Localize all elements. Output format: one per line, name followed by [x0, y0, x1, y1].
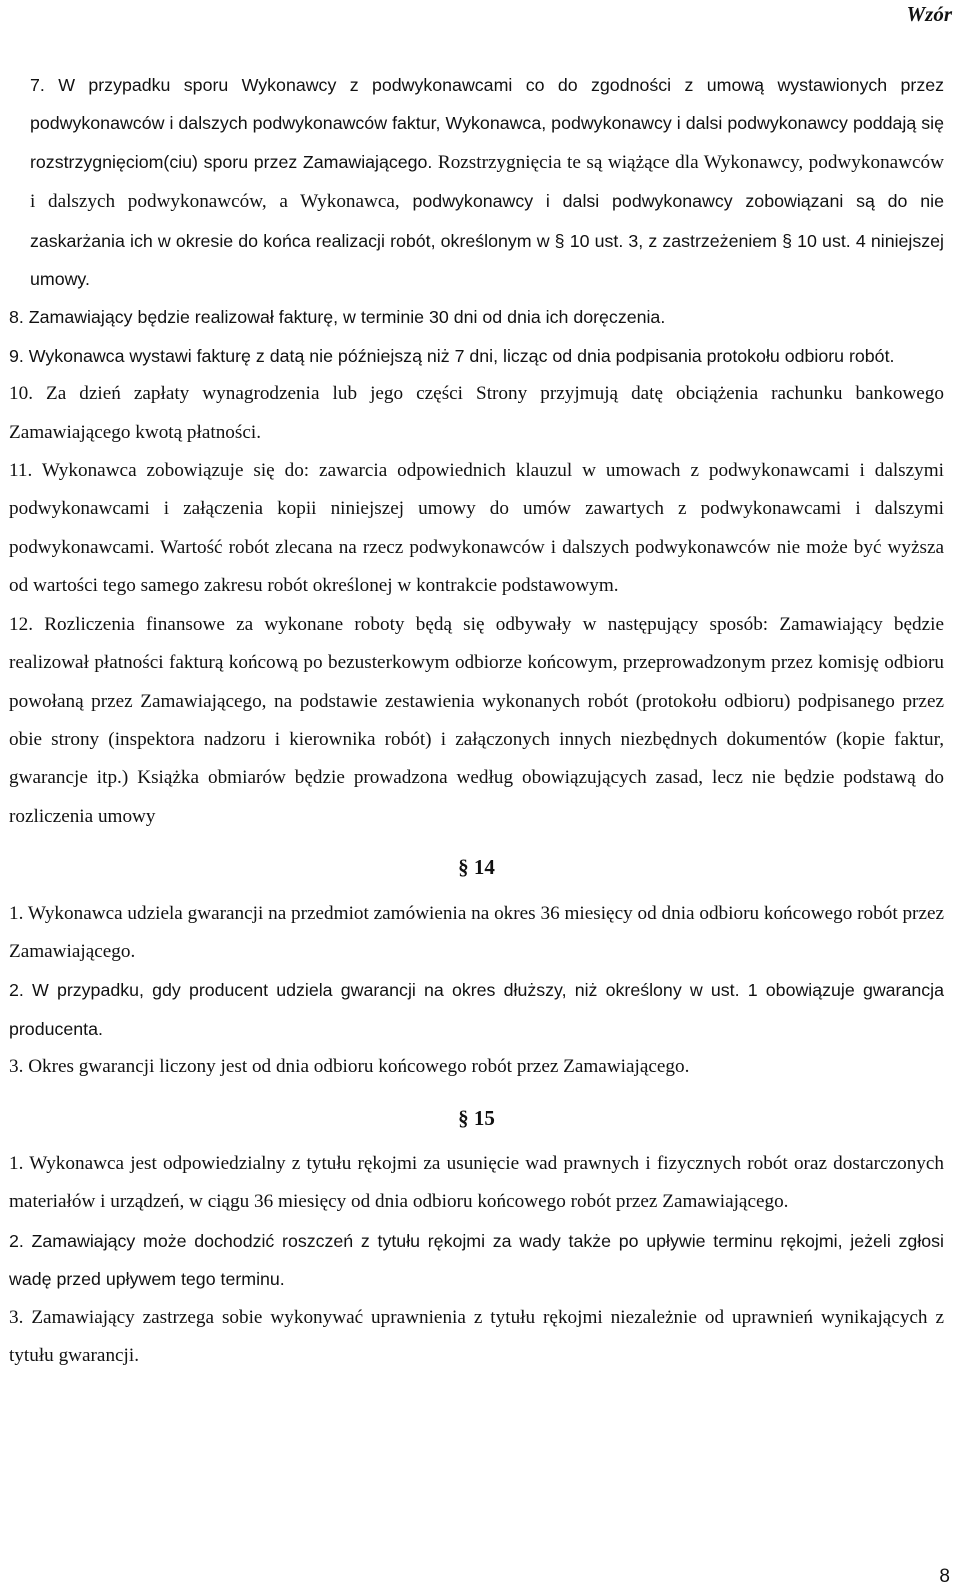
paragraph-7-part-3: podwykonawcy i dalsi podwykonawcy zobowiązani są do nie zaskarżania ich w okresie do końca realizacji robót, określonym w § 10 ust. 3, z zastrzeżeniem § 10 ust. 4 niniejszej umowy.	[30, 191, 944, 290]
paragraph-7-part-1: 7. W przypadku sporu Wykonawcy z podwykonawcami co do zgodności z umową wystawionych przez podwykonawców i dalszych podwykonawców faktur, Wykonawca, podwykonawcy i dalsi podwykonawcy poddają się rozstrzygnięciom(ciu) sporu przez Zamawiającego.	[30, 75, 944, 172]
section-15-item-2: 2. Zamawiający może dochodzić roszczeń z tytułu rękojmi za wady także po upływie terminu rękojmi, jeżeli zgłosi wadę przed upływem tego terminu.	[9, 1230, 944, 1290]
page-number: 8	[939, 1566, 950, 1587]
paragraph-7-part-2: Rozstrzygnięcia te są wiążące dla Wykonawcy, podwykonawców i dalszych podwykonawców, a Wykonawca,	[30, 151, 944, 213]
section-15-item-1: 1. Wykonawca jest odpowiedzialny z tytułu rękojmi za usunięcie wad prawnych i fizycznych robót oraz dostarczonych materiałów i urządzeń, w ciągu 36 miesięcy od dnia odbioru końcowego robót przez Zamawiającego.	[9, 1152, 944, 1213]
section-14-item-3: 3. Okres gwarancji liczony jest od dnia odbioru końcowego robót przez Zamawiającego.	[9, 1056, 690, 1078]
section-15-heading: § 15	[458, 1105, 495, 1130]
section-14-heading: § 14	[458, 855, 495, 880]
paragraph-8: 8. Zamawiający będzie realizował fakturę, w terminie 30 dni od dnia ich doręczenia.	[9, 307, 666, 328]
paragraph-11: 11. Wykonawca zobowiązuje się do: zawarcia odpowiednich klauzul w umowach z podwykonawcami i dalszymi podwykonawcami i załączenia kopii niniejszej umowy do umów zawartych z podwykonawcami i dalszymi podwykonawcami. Wartość robót zlecana na rzecz podwykonawców i dalszych podwykonawców nie może być wyższa od wartości tego samego zakresu robót określonej w kontrakcie podstawowym.	[9, 460, 944, 597]
paragraph-7	[9, 66, 944, 298]
paragraph-12: 12. Rozliczenia finansowe za wykonane roboty będą się odbywały w następujący sposób: Zamawiający będzie realizował płatności fakturą końcową po bezusterkowym odbiorze końcowym, przeprowadzonym przez komisję odbioru powołaną przez Zamawiającego, na podstawie zestawienia wykonanych robót (protokołu odbioru) podpisanego przez obie strony (inspektora nadzoru i kierownika robót) i załączonych innych niezbędnych dokumentów (kopie faktur, gwarancje itp.) Książka obmiarów będzie prowadzona według obowiązujących zasad, lecz nie będzie podstawą do rozliczenia umowy	[9, 613, 944, 827]
section-14-item-1: 1. Wykonawca udziela gwarancji na przedmiot zamówienia na okres 36 miesięcy od dnia odbioru końcowego robót przez Zamawiającego.	[9, 902, 944, 962]
section-15-item-3: 3. Zamawiający zastrzega sobie wykonywać uprawnienia z tytułu rękojmi niezależnie od uprawnień wynikających z tytułu gwarancji.	[9, 1306, 944, 1366]
section-14-item-2: 2. W przypadku, gdy producent udziela gwarancji na okres dłuższy, niż określony w ust. 1 obowiązuje gwarancja producenta.	[9, 980, 944, 1039]
paragraph-10: 10. Za dzień zapłaty wynagrodzenia lub jego części Strony przyjmują datę obciążenia rachunku bankowego Zamawiającego kwotą płatności.	[9, 383, 944, 443]
paragraph-9: 9. Wykonawca wystawi fakturę z datą nie późniejszą niż 7 dni, licząc od dnia podpisania protokołu odbioru robót.	[9, 345, 895, 366]
document-body	[9, 66, 944, 1375]
document-header-label: Wzór	[906, 2, 952, 26]
